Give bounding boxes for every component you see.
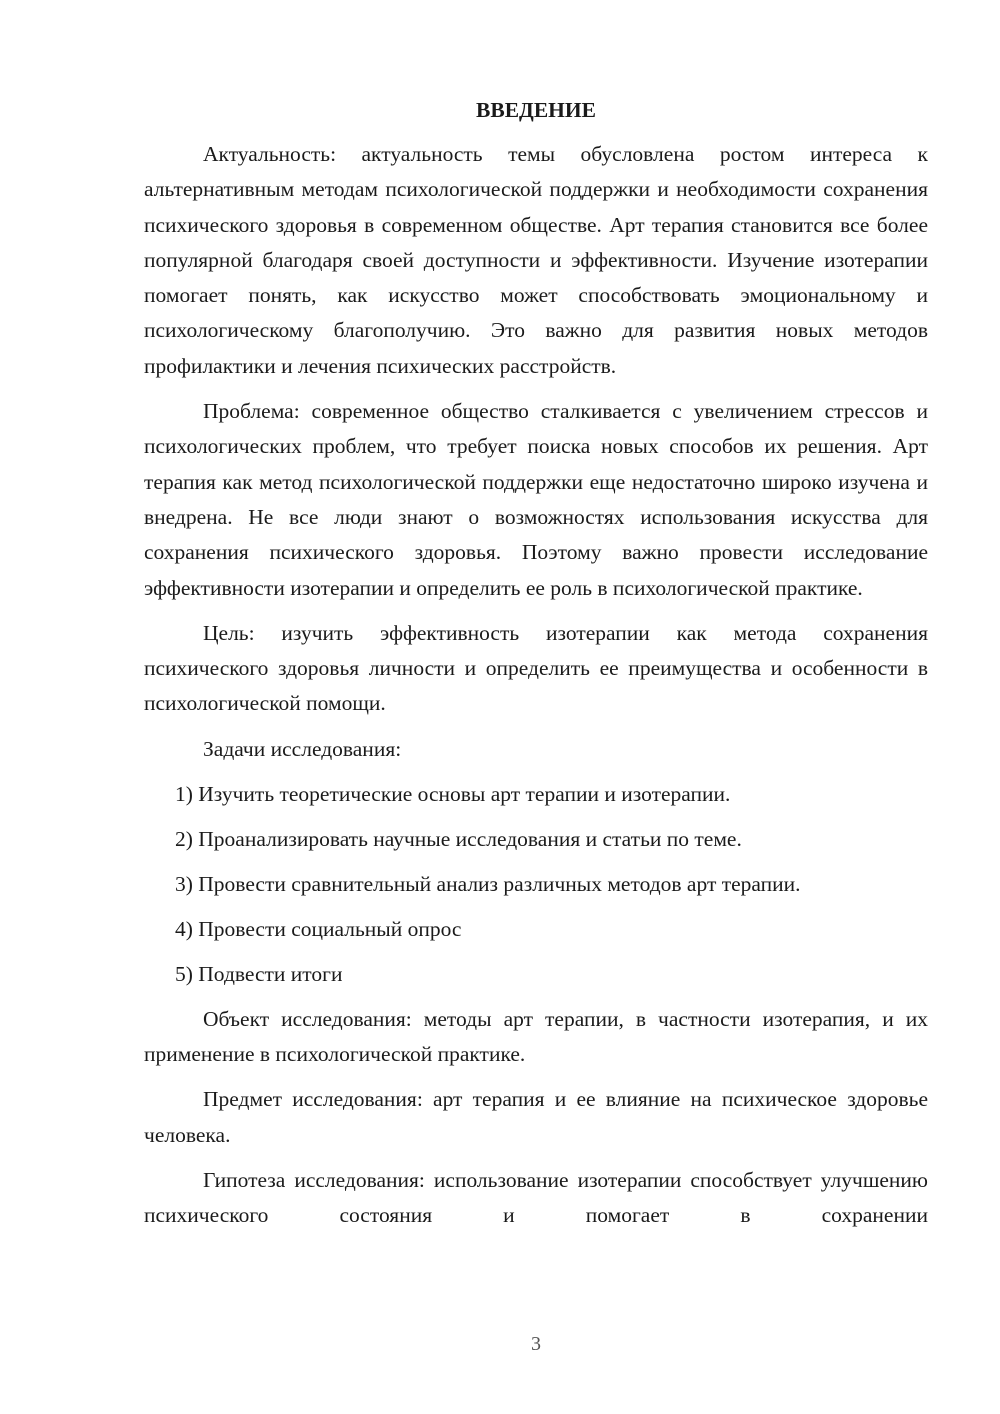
problem-paragraph: Проблема: современное общество сталкивается с увеличением стрессов и психологических проблем, что требует поиска новых способов их решения. Арт терапия как метод психологической поддержки еще недостаточно широко изучена и внедрена. Не все люди знают о возможностях использования искусства для сохранения психического здоровья. Поэтому важно провести исследование эффективности изотерапии и определить ее роль в психологической практике. — [144, 399, 928, 600]
page-content — [144, 95, 928, 1244]
task-item: 2) Проанализировать научные исследования и статьи по теме. — [175, 826, 742, 851]
object-paragraph: Объект исследования: методы арт терапии, в частности изотерапия, и их применение в психологической практике. — [144, 1006, 928, 1067]
relevance-paragraph: Актуальность: актуальность темы обусловлена ростом интереса к альтернативным методам психологической поддержки и необходимости сохранения психического здоровья в современном обществе. Арт терапия становится все более популярной благодаря своей доступности и эффективности. Изучение изотерапии помогает понять, как искусство может способствовать эмоциональному и психологическому благополучию. Это важно для развития новых методов профилактики и лечения психических расстройств. — [144, 142, 928, 378]
goal-paragraph: Цель: изучить эффективность изотерапии как метода сохранения психического здоровья личности и определить ее преимущества и особенности в психологической помощи. — [144, 620, 928, 716]
hypothesis-paragraph: Гипотеза исследования: использование изотерапии способствует улучшению психического состояния и помогает в сохранении — [144, 1167, 928, 1228]
task-item: 5) Подвести итоги — [175, 961, 343, 986]
task-item: 1) Изучить теоретические основы арт терапии и изотерапии. — [175, 781, 731, 806]
task-item: 4) Провести социальный опрос — [175, 916, 462, 941]
tasks-intro: Задачи исследования: — [203, 736, 402, 761]
section-heading: ВВЕДЕНИЕ — [476, 98, 596, 122]
subject-paragraph: Предмет исследования: арт терапия и ее влияние на психическое здоровье человека. — [144, 1087, 928, 1147]
task-item: 3) Провести сравнительный анализ различных методов арт терапии. — [175, 871, 801, 896]
page-number: 3 — [531, 1333, 541, 1355]
